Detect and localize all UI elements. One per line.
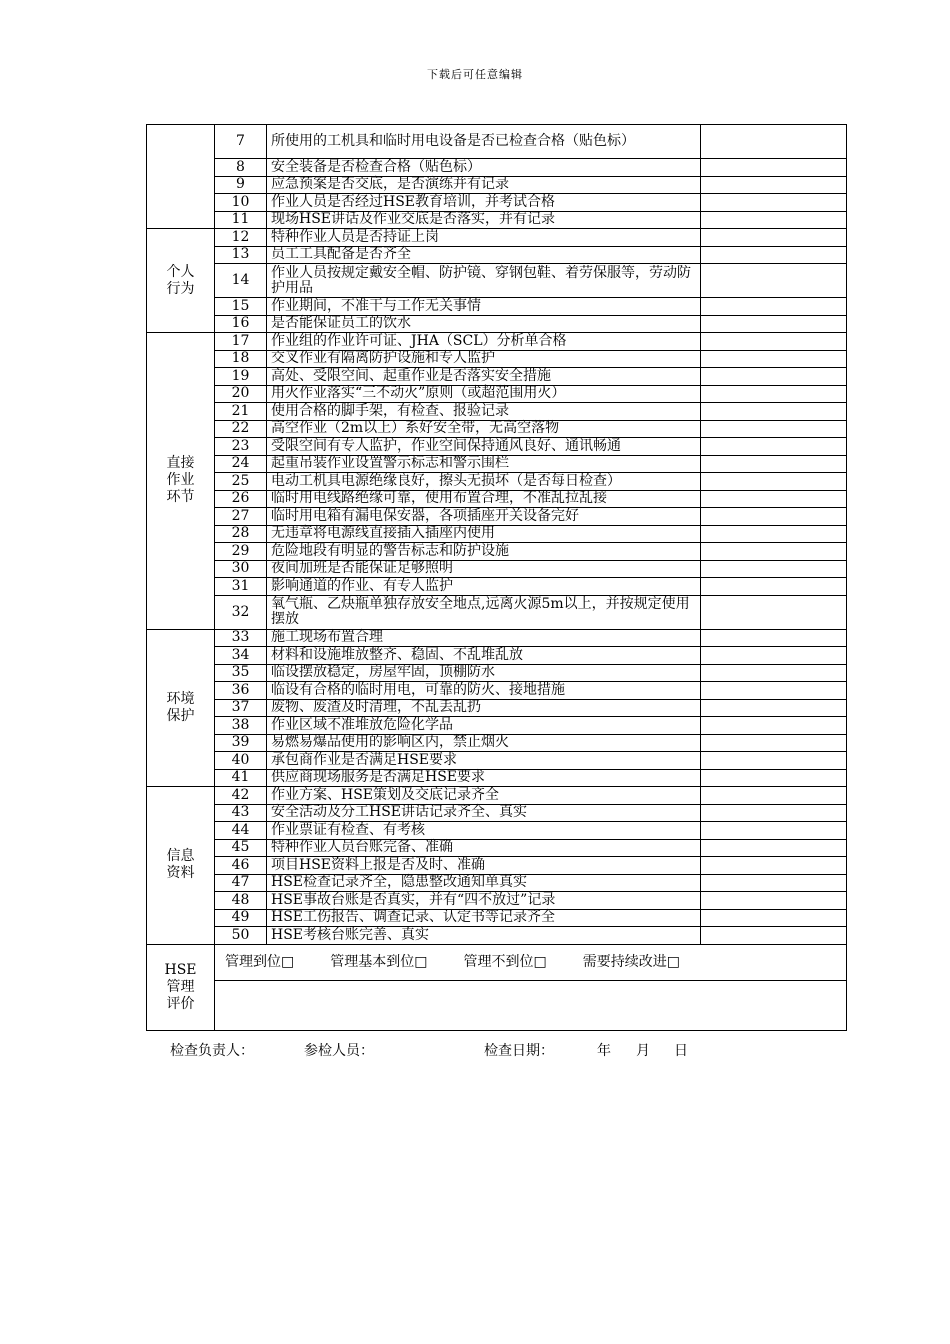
checklist-row — [147, 490, 847, 508]
item-text: 承包商作业是否满足HSE要求 — [267, 752, 701, 770]
checklist-row — [147, 822, 847, 840]
evaluation-option-4[interactable]: 需要持续改进□ — [582, 953, 680, 970]
item-number: 29 — [215, 543, 267, 561]
result-cell[interactable] — [701, 699, 847, 717]
result-cell[interactable] — [701, 664, 847, 682]
item-text: 交叉作业有隔离防护设施和专人监护 — [267, 350, 701, 368]
result-cell[interactable] — [701, 734, 847, 752]
item-number: 26 — [215, 490, 267, 508]
checklist-row — [147, 543, 847, 561]
checklist-row — [147, 420, 847, 438]
item-number: 44 — [215, 822, 267, 840]
item-text: 项目HSE资料上报是否及时、准确 — [267, 857, 701, 875]
evaluation-options-cell — [215, 944, 847, 980]
item-text: 供应商现场服务是否满足HSE要求 — [267, 769, 701, 787]
item-text: 电动工机具电源绝缘良好，擦头无损坏（是否每日检查） — [267, 473, 701, 491]
result-cell[interactable] — [701, 804, 847, 822]
checklist-row — [147, 438, 847, 456]
item-text: HSE检查记录齐全，隐患整改通知单真实 — [267, 874, 701, 892]
result-cell[interactable] — [701, 752, 847, 770]
item-number: 19 — [215, 368, 267, 386]
item-text: 受限空间有专人监护，作业空间保持通风良好、通讯畅通 — [267, 438, 701, 456]
result-cell[interactable] — [701, 438, 847, 456]
item-number: 15 — [215, 298, 267, 316]
item-number: 7 — [215, 125, 267, 159]
checklist-row — [147, 525, 847, 543]
item-text: 夜间加班是否能保证足够照明 — [267, 560, 701, 578]
item-number: 24 — [215, 455, 267, 473]
item-number: 49 — [215, 909, 267, 927]
result-cell[interactable] — [701, 176, 847, 194]
result-cell[interactable] — [701, 333, 847, 351]
checklist-row — [147, 194, 847, 212]
evaluation-label — [147, 944, 215, 1030]
result-cell[interactable] — [701, 647, 847, 665]
result-cell[interactable] — [701, 298, 847, 316]
checklist-row — [147, 578, 847, 596]
item-text: 作业人员按规定戴安全帽、防护镜、穿钢包鞋、着劳保服等，劳动防护用品 — [267, 264, 701, 298]
evaluation-section — [147, 944, 847, 1030]
category-label: 个人 行为 — [166, 263, 195, 297]
item-text: 临时用电线路绝缘可靠，使用布置合理，不准乱拉乱接 — [267, 490, 701, 508]
result-cell[interactable] — [701, 909, 847, 927]
result-cell[interactable] — [701, 403, 847, 421]
date-day-label: 日 — [674, 1043, 688, 1059]
category-cell — [147, 629, 215, 787]
result-cell[interactable] — [701, 473, 847, 491]
result-cell[interactable] — [701, 490, 847, 508]
item-number: 45 — [215, 839, 267, 857]
checklist-row — [147, 264, 847, 298]
evaluation-remarks-cell[interactable] — [215, 980, 847, 1030]
inspector-label: 检查负责人： — [170, 1043, 254, 1059]
item-number: 40 — [215, 752, 267, 770]
checklist-row — [147, 839, 847, 857]
item-number: 30 — [215, 560, 267, 578]
category-label: 信息 资料 — [166, 848, 195, 882]
result-cell[interactable] — [701, 892, 847, 910]
checklist-row — [147, 298, 847, 316]
result-cell[interactable] — [701, 229, 847, 247]
item-text: 临设有合格的临时用电，可靠的防火、接地措施 — [267, 682, 701, 700]
result-cell[interactable] — [701, 787, 847, 805]
checklist-row — [147, 455, 847, 473]
evaluation-option-2[interactable]: 管理基本到位□ — [330, 953, 428, 970]
checklist-row — [147, 629, 847, 647]
checklist-row — [147, 333, 847, 351]
date-month-label: 月 — [636, 1043, 650, 1059]
checklist-row — [147, 787, 847, 805]
result-cell[interactable] — [701, 194, 847, 212]
item-number: 14 — [215, 264, 267, 298]
result-cell[interactable] — [701, 543, 847, 561]
item-number: 31 — [215, 578, 267, 596]
result-cell[interactable] — [701, 874, 847, 892]
item-text: 安全装备是否检查合格（贴色标） — [267, 159, 701, 177]
item-text: 起重吊装作业设置警示标志和警示围栏 — [267, 455, 701, 473]
item-number: 18 — [215, 350, 267, 368]
item-text: 员工工具配备是否齐全 — [267, 246, 701, 264]
item-number: 39 — [215, 734, 267, 752]
result-cell[interactable] — [701, 595, 847, 629]
item-text: HSE事故台账是否真实，并有“四不放过”记录 — [267, 892, 701, 910]
checklist-row — [147, 315, 847, 333]
item-text: 易燃易爆品使用的影响区内，禁止烟火 — [267, 734, 701, 752]
checklist-row — [147, 734, 847, 752]
item-number: 28 — [215, 525, 267, 543]
checklist-row — [147, 717, 847, 735]
checklist-row — [147, 874, 847, 892]
checklist-row — [147, 385, 847, 403]
item-number: 36 — [215, 682, 267, 700]
item-number: 23 — [215, 438, 267, 456]
item-number: 20 — [215, 385, 267, 403]
item-text: 作业区域不准堆放危险化学品 — [267, 717, 701, 735]
category-cell — [147, 229, 215, 333]
participants-label: 参检人员： — [304, 1043, 374, 1059]
item-text: 应急预案是否交底，是否演练并有记录 — [267, 176, 701, 194]
item-number: 48 — [215, 892, 267, 910]
checklist-row — [147, 892, 847, 910]
category-label: 环境 保护 — [166, 690, 195, 724]
result-cell[interactable] — [701, 508, 847, 526]
item-text: 现场HSE讲话及作业交底是否落实，并有记录 — [267, 211, 701, 229]
result-cell[interactable] — [701, 264, 847, 298]
item-text: 氧气瓶、乙炔瓶单独存放安全地点,远离火源5m以上，并按规定使用摆放 — [267, 595, 701, 629]
inspection-date-label: 检查日期： — [484, 1043, 554, 1059]
item-text: 用火作业落实“三不动火”原则（或超范围用火） — [267, 385, 701, 403]
item-number: 22 — [215, 420, 267, 438]
item-text: 影响通道的作业、有专人监护 — [267, 578, 701, 596]
checklist-row — [147, 508, 847, 526]
item-number: 21 — [215, 403, 267, 421]
checklist-row — [147, 699, 847, 717]
checklist-row — [147, 595, 847, 629]
item-text: 作业票证有检查、有考核 — [267, 822, 701, 840]
item-number: 37 — [215, 699, 267, 717]
item-number: 16 — [215, 315, 267, 333]
item-number: 47 — [215, 874, 267, 892]
checklist-row — [147, 752, 847, 770]
item-text: 危险地段有明显的警告标志和防护设施 — [267, 543, 701, 561]
evaluation-option-1[interactable]: 管理到位□ — [225, 953, 295, 970]
result-cell[interactable] — [701, 159, 847, 177]
result-cell[interactable] — [701, 717, 847, 735]
item-number: 46 — [215, 857, 267, 875]
checklist-row — [147, 769, 847, 787]
item-text: HSE考核台账完善、真实 — [267, 927, 701, 945]
category-cell — [147, 333, 215, 630]
result-cell[interactable] — [701, 385, 847, 403]
item-text: 施工现场布置合理 — [267, 629, 701, 647]
item-text: 所使用的工机具和临时用电设备是否已检查合格（贴色标） — [267, 125, 701, 159]
item-number: 50 — [215, 927, 267, 945]
checklist-row — [147, 664, 847, 682]
checklist-row — [147, 211, 847, 229]
evaluation-label-text: HSE 管理 评价 — [164, 961, 197, 1012]
item-number: 38 — [215, 717, 267, 735]
checklist-row — [147, 473, 847, 491]
item-text: 无违章将电源线直接插入插座内使用 — [267, 525, 701, 543]
item-text: 特种作业人员是否持证上岗 — [267, 229, 701, 247]
item-text: 高处、受限空间、起重作业是否落实安全措施 — [267, 368, 701, 386]
category-cell — [147, 787, 215, 945]
item-number: 43 — [215, 804, 267, 822]
item-number: 25 — [215, 473, 267, 491]
result-cell[interactable] — [701, 578, 847, 596]
checklist-row — [147, 125, 847, 159]
result-cell[interactable] — [701, 629, 847, 647]
result-cell[interactable] — [701, 927, 847, 945]
item-number: 13 — [215, 246, 267, 264]
item-text: 高空作业（2m以上）系好安全带，无高空落物 — [267, 420, 701, 438]
result-cell[interactable] — [701, 769, 847, 787]
item-number: 10 — [215, 194, 267, 212]
item-text: 材料和设施堆放整齐、稳固、不乱堆乱放 — [267, 647, 701, 665]
checklist-row — [147, 368, 847, 386]
item-text: 临时用电箱有漏电保安器，各项插座开关设备完好 — [267, 508, 701, 526]
result-cell[interactable] — [701, 315, 847, 333]
checklist-row — [147, 246, 847, 264]
item-number: 42 — [215, 787, 267, 805]
result-cell[interactable] — [701, 211, 847, 229]
result-cell[interactable] — [701, 857, 847, 875]
item-text: HSE工伤报告、调查记录、认定书等记录齐全 — [267, 909, 701, 927]
checklist-row — [147, 647, 847, 665]
item-number: 35 — [215, 664, 267, 682]
result-cell[interactable] — [701, 420, 847, 438]
category-label: 直接 作业 环节 — [166, 455, 195, 506]
checklist-row — [147, 350, 847, 368]
result-cell[interactable] — [701, 525, 847, 543]
item-number: 8 — [215, 159, 267, 177]
item-number: 17 — [215, 333, 267, 351]
result-cell[interactable] — [701, 839, 847, 857]
date-year-label: 年 — [597, 1043, 611, 1059]
result-cell[interactable] — [701, 368, 847, 386]
header-note: 下载后可任意编辑 — [427, 68, 523, 81]
item-text: 特种作业人员台账完备、准确 — [267, 839, 701, 857]
item-text: 作业方案、HSE策划及交底记录齐全 — [267, 787, 701, 805]
item-text: 临设摆放稳定，房屋牢固，顶棚防水 — [267, 664, 701, 682]
item-text: 安全活动及分工HSE讲话记录齐全、真实 — [267, 804, 701, 822]
result-cell[interactable] — [701, 350, 847, 368]
item-text: 是否能保证员工的饮水 — [267, 315, 701, 333]
checklist-row — [147, 857, 847, 875]
item-number: 9 — [215, 176, 267, 194]
item-number: 33 — [215, 629, 267, 647]
checklist-row — [147, 159, 847, 177]
result-cell[interactable] — [701, 246, 847, 264]
result-cell[interactable] — [701, 682, 847, 700]
item-number: 32 — [215, 595, 267, 629]
checklist-row — [147, 176, 847, 194]
checklist-row — [147, 229, 847, 247]
category-cell — [147, 125, 215, 229]
item-text: 废物、废渣及时清理，不乱丢乱扔 — [267, 699, 701, 717]
checklist-row — [147, 804, 847, 822]
result-cell[interactable] — [701, 125, 847, 159]
checklist-row — [147, 909, 847, 927]
item-text: 使用合格的脚手架，有检查、报验记录 — [267, 403, 701, 421]
item-text: 作业组的作业许可证、JHA（SCL）分析单合格 — [267, 333, 701, 351]
hse-checklist-table — [146, 124, 847, 1031]
result-cell[interactable] — [701, 455, 847, 473]
evaluation-options — [219, 955, 842, 970]
evaluation-option-3[interactable]: 管理不到位□ — [463, 953, 547, 970]
item-number: 34 — [215, 647, 267, 665]
checklist-row — [147, 560, 847, 578]
item-text: 作业人员是否经过HSE教育培训，并考试合格 — [267, 194, 701, 212]
item-number: 41 — [215, 769, 267, 787]
checklist-body — [147, 125, 847, 945]
checklist-row — [147, 403, 847, 421]
item-number: 27 — [215, 508, 267, 526]
checklist-row — [147, 682, 847, 700]
result-cell[interactable] — [701, 560, 847, 578]
item-number: 11 — [215, 211, 267, 229]
result-cell[interactable] — [701, 822, 847, 840]
item-text: 作业期间，不准干与工作无关事情 — [267, 298, 701, 316]
item-number: 12 — [215, 229, 267, 247]
checklist-row — [147, 927, 847, 945]
